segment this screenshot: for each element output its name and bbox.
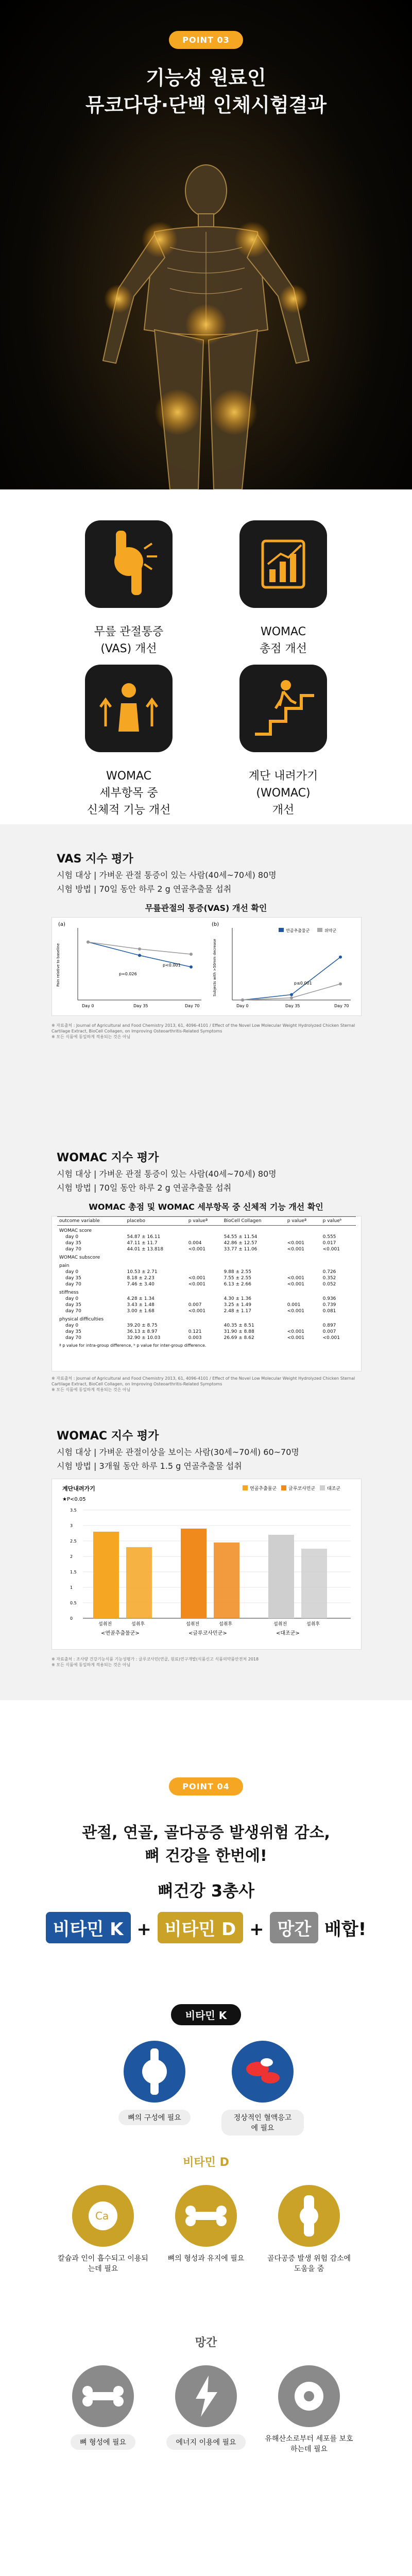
data-point [339,956,342,959]
cell-bio: 3.25 ± 1.49 [224,1302,251,1308]
col-pvalue2: p valueª [285,1217,321,1226]
group-label: <글루코사민군> [188,1631,227,1636]
cell-placebo: 44.01 ± 13.818 [127,1247,164,1252]
cell-day: day 70 [65,1282,81,1287]
cell-placebo: 7.46 ± 3.40 [127,1282,154,1287]
cell-p2: <0.001 [287,1282,305,1287]
cell-day: day 35 [65,1241,81,1246]
cell-day: day 0 [65,1269,79,1275]
x-tick-label: 섭취전 [273,1622,287,1627]
cell-p1: 0.007 [188,1302,202,1308]
mn-item-2: 유해산소로부터 세포를 보호하는데 필요 [265,2435,353,2453]
vitd-item-0: 칼슘과 인이 흡수되고 이용되는데 필요 [58,2255,148,2273]
data-point [241,998,244,1002]
headline: 관절, 연골, 골다공증 발생위험 감소, 뼈 건강을 한번에! [82,1824,330,1865]
feature-label: 신체적 기능 개선 [87,804,171,817]
legend-1: 글루코사민군 [288,1486,316,1492]
study-details: 시험 대상 | 가벼운 관절이상을 보이는 사람(30세~70세) 60~70명 시험 방법 | 3개월 동안 하루 1.5 g 연골추출물 섭취 [57,1447,299,1471]
table-group-row [57,1314,356,1323]
cell-p1: 0.121 [188,1329,202,1334]
vas-chart [52,918,361,1015]
cell-p3: 0.052 [322,1282,336,1287]
feature-label: WOMAC [106,770,152,783]
source-note: ※ 자료출처 : Journal of Agricultural and Food Chemistry 2013, 61, 4096-4101 / Effect of the Novel Low Molecular Weight Hydrolyzed Chicken Sternal Cartilage Extract, BioCell Collagen, on Improving Osteoarthritis-Related Symptoms ※ 모든 식품에 동일하게 적용되는 것은 아님 [52,1023,355,1040]
feature-label: 계단 내려가기 [248,770,318,783]
feature-label: (WOMAC) [256,787,311,800]
cell-p3: 0.081 [322,1309,336,1314]
table-row [57,1269,356,1275]
cell-p2: <0.001 [287,1276,305,1281]
womac-bar-study [0,1406,412,1700]
table-footnote: ª p value for intra-group difference, ᵇ p value for inter-group difference. [59,1343,207,1348]
x-tick-label: 섭취후 [306,1622,320,1627]
lightning-icon [175,2365,237,2427]
col-placebo: placebo [125,1217,186,1226]
y-tick-label: 3.5 [70,1508,77,1513]
vitk-item-0: 뼈의 구성에 필요 [118,2110,191,2125]
col-measure: outcome variable [57,1217,125,1226]
panel-b-label: (b) [212,922,219,927]
feature-label: 세부항목 중 [99,787,158,800]
cell-p2 [285,1269,321,1275]
svg-text:Ca: Ca [95,2210,109,2222]
data-point [138,947,141,951]
p-value-a2: p<0.001 [163,963,181,968]
person-arrows-icon [85,665,173,752]
cell-placebo: 10.53 ± 2.71 [127,1269,158,1275]
vitamin-k-block [0,2004,412,2144]
source-note: ※ 자료출처 : Journal of Agricultural and Food Chemistry 2013, 61, 4096-4101 / Effect of the Novel Low Molecular Weight Hydrolyzed Chicken Sternal Cartilage Extract, BioCell Collagen, on Improving Osteoarthritis-Related Symptoms ※ 모든 식품에 동일하게 적용되는 것은 아님 [52,1376,355,1393]
legend-test: 연골추출물군 [286,928,310,933]
x-tick-label: 섭취후 [219,1622,233,1627]
data-point [190,965,193,969]
table-row [57,1335,356,1341]
feature-womac-total [206,520,360,657]
manganese-label: 망간 [195,2336,217,2349]
feature-grid [0,489,412,824]
womac-table [57,1216,356,1341]
cell-p3: 0.726 [322,1269,336,1275]
x-tick-label: 섭취전 [186,1622,200,1627]
calcium-icon [72,2185,134,2247]
table-row [57,1308,356,1314]
group-label: <연골추출물군> [101,1631,140,1636]
cell-day: day 35 [65,1329,81,1334]
cell-p3: 0.352 [322,1276,336,1281]
cell-placebo: 8.18 ± 2.23 [127,1276,154,1281]
feature-label: (VAS) 개선 [100,642,157,655]
y-tick-label: 0.5 [70,1601,77,1605]
point04-section [0,1757,412,2576]
x-tick-label: 섭취후 [131,1622,145,1627]
vas-study [0,824,412,1139]
cell-p2 [285,1296,321,1302]
badge-manganese: 망간 [270,1912,318,1943]
ingredient-badges [0,1912,412,1943]
cell-bio: 2.48 ± 1.17 [224,1309,251,1314]
data-point [339,982,342,986]
y-tick-label: 3 [70,1523,73,1528]
cell-p1: <0.001 [188,1309,206,1314]
p-value-b: p≤0.001 [294,981,312,986]
table-row [57,1246,356,1252]
cell-bio: 42.86 ± 12.57 [224,1241,258,1246]
study-details: 시험 대상 | 가벼운 관절 통증이 있는 사람(40세~70세) 80명 시험 방법 | 70일 동안 하루 2 g 연골추출물 섭취 [57,870,277,894]
cell-p3: 0.936 [322,1296,336,1301]
vitd-item-2: 골다공증 발생 위험 감소에 도움을 줌 [267,2255,351,2273]
x-tick-label: Day 0 [236,1004,249,1008]
group-name: pain [59,1263,70,1268]
cell-p3: 0.007 [322,1329,336,1334]
suffix: 배합! [324,1919,367,1940]
cell-day: day 70 [65,1335,81,1341]
mn-item-1: 에너지 이용에 필요 [166,2434,245,2450]
cell-p1: <0.001 [188,1247,206,1252]
feature-physical [52,665,206,819]
cell-placebo: 39.20 ± 8.75 [127,1323,158,1328]
cell-placebo: 3.43 ± 1.48 [127,1302,154,1308]
mn-item-0: 뼈 형성에 필요 [71,2434,135,2450]
cell-p1 [186,1269,222,1275]
stairs-chart-card [52,1479,362,1650]
cell-bio: 31.90 ± 8.88 [224,1329,254,1334]
stairs-bar-chart [52,1479,361,1649]
cell-p2: <0.001 [287,1309,305,1314]
pvalue-label: ★P<0.05 [62,1497,86,1502]
blood-cell-icon [232,2041,294,2103]
table-group-row [57,1226,356,1234]
plus: + [136,1919,151,1940]
legend-swatch-2 [320,1485,325,1490]
cell-p3: <0.001 [322,1247,340,1252]
cell-bio: 26.69 ± 8.62 [224,1335,254,1341]
cell-p2: <0.001 [287,1329,305,1334]
bar [181,1529,207,1618]
womac-table-card [52,1216,362,1371]
point-badge: POINT 04 [169,1777,243,1795]
x-tick-label: Day 35 [133,1004,148,1008]
cell-p3: 0.739 [322,1302,336,1308]
cell-day: day 0 [65,1296,79,1301]
feature-label: 개선 [272,804,295,817]
table-group-row [57,1287,356,1296]
cell-day: day 35 [65,1302,81,1308]
cell-placebo: 47.11 ± 11.7 [127,1241,158,1246]
feature-knee [52,520,206,657]
cell-day: day 0 [65,1234,79,1240]
vitd-item-1: 뼈의 형성과 유지에 필요 [167,2255,245,2263]
feature-label: WOMAC [260,625,306,638]
x-tick-label: Day 70 [334,1004,349,1008]
bar [301,1549,327,1618]
panel-a-label: (a) [58,922,65,927]
group-name: WOMAC subscore [59,1255,100,1260]
cell-p1: <0.001 [188,1282,206,1287]
cell-bio: 4.30 ± 1.36 [224,1296,251,1301]
y-tick-label: 1.5 [70,1570,77,1574]
vitamin-k-label: 비타민 K [171,2004,241,2025]
spacer [0,1700,412,1757]
table-title: WOMAC 총점 및 WOMAC 세부항목 중 신체적 기능 개선 확인 [89,1202,323,1212]
table-row [57,1302,356,1308]
legend-swatch-placebo [317,928,322,932]
legend-swatch-1 [281,1485,286,1490]
cell-bio: 7.55 ± 2.55 [224,1276,251,1281]
cell-p2: 0.001 [287,1302,301,1308]
cell-p1 [186,1323,222,1329]
plus: + [249,1919,264,1940]
study-details: 시험 대상 | 가벼운 관절 통증이 있는 사람(40세~70세) 80명 시험 방법 | 70일 동안 하루 2 g 연골추출물 섭취 [57,1169,277,1193]
bar [268,1535,294,1618]
data-point [190,953,193,956]
bone-joint-icon [124,2041,185,2103]
cell-p1: <0.001 [188,1276,206,1281]
cell-p2: <0.001 [287,1247,305,1252]
legend-2: 대조군 [327,1486,341,1492]
x-tick-label: Day 70 [185,1004,200,1008]
cell-p3: 0.555 [322,1234,336,1240]
cell-p2: <0.001 [287,1335,305,1341]
study-heading: WOMAC 지수 평가 [57,1151,159,1164]
badge-vitamin-d: 비타민 D [158,1912,244,1943]
cell-p3: 0.897 [322,1323,336,1328]
feature-stairs [206,665,360,819]
bar [93,1532,119,1618]
chart-title: 계단내려가기 [62,1485,95,1492]
legend-swatch-0 [243,1485,248,1490]
badge-vitamin-k: 비타민 K [46,1912,131,1943]
cell-placebo: 36.13 ± 8.97 [127,1329,158,1334]
bone-icon [175,2185,237,2247]
subhead: 뼈건강 3총사 [158,1881,254,1901]
group-label: <대조군> [276,1631,300,1636]
study-heading: WOMAC 지수 평가 [57,1430,159,1443]
ylabel-b: Subjects with >50mm decrease [213,939,217,996]
section-title: 기능성 원료인 뮤코다당·단백 인체시험결과 [85,66,327,117]
table-row [57,1323,356,1329]
group-name: WOMAC score [59,1228,92,1233]
cell-day: day 35 [65,1276,81,1281]
stairs-icon [239,665,327,752]
x-tick-label: Day 0 [82,1004,94,1008]
study-heading: VAS 지수 평가 [57,853,133,866]
cell-placebo: 32.90 ± 10.03 [127,1335,161,1341]
vitk-item-1: 정상적인 혈액응고에 필요 [221,2110,304,2136]
table-row [57,1329,356,1335]
y-tick-label: 0 [70,1616,73,1621]
table-row [57,1234,356,1240]
cell-bio: 6.13 ± 2.66 [224,1282,251,1287]
cell-p3: 0.017 [322,1241,336,1246]
cell-p1: 0.003 [188,1335,202,1341]
cell-p1 [186,1296,222,1302]
legend-0: 연골추출물군 [250,1486,277,1492]
cell-p1: 0.004 [188,1241,202,1246]
source-note: ※ 자료출처 : 조사량 건강기능식품 기능성평가 : 글루코사민(연골, 원료)연구개발(식품신고 식품의약품안전처 2018 ※ 모든 식품에 동일하게 적용되는 것은 아님 [52,1657,259,1668]
legend-swatch-test [279,928,284,932]
col-pvalue1: p valueª [186,1217,222,1226]
vas-chart-card [52,917,362,1016]
data-point [290,996,293,999]
table-row [57,1296,356,1302]
cell-p3: <0.001 [322,1335,340,1341]
cell-p2: <0.001 [287,1241,305,1246]
table-row [57,1275,356,1281]
x-tick-label: Day 35 [285,1004,300,1008]
data-point [138,954,141,957]
cell-bio: 9.88 ± 2.55 [224,1269,251,1275]
bone-icon [72,2365,134,2427]
womac-table-study [0,1139,412,1406]
feature-label: 총점 개선 [259,642,307,655]
group-name: stiffness [59,1290,79,1295]
col-biocell: BioCell Collagen [222,1217,285,1226]
cell-p2 [285,1323,321,1329]
y-tick-label: 2.5 [70,1539,77,1544]
table-group-row [57,1252,356,1261]
x-tick-label: 섭취전 [98,1622,112,1627]
point-badge: POINT 03 [169,31,243,49]
col-pvalue3: p valueᵇ [321,1217,356,1226]
chart-title: 무릎관절의 통증(VAS) 개선 확인 [145,903,267,913]
group-name: physical difficulties [59,1317,104,1322]
cell-day: day 70 [65,1309,81,1314]
ylabel-a: Pain relative to baseline [56,943,60,987]
y-tick-label: 1 [70,1585,73,1590]
cell-bio: 33.77 ± 11.06 [224,1247,258,1252]
p-value-a1: p=0.026 [119,972,137,976]
table-row [57,1240,356,1246]
cell-placebo: 4.28 ± 1.34 [127,1296,154,1301]
feature-label: 무릎 관절통증 [94,625,164,638]
cell-shield-icon [278,2365,340,2427]
data-point [87,941,90,944]
manganese-block [0,2334,412,2499]
cell-p1 [186,1234,222,1240]
legend-placebo: 위약군 [324,928,337,933]
cell-bio: 40.35 ± 8.51 [224,1323,254,1328]
joint-icon [278,2185,340,2247]
cell-bio: 54.55 ± 11.54 [224,1234,258,1240]
y-tick-label: 2 [70,1554,73,1559]
cell-placebo: 54.87 ± 16.11 [127,1234,161,1240]
bar [214,1543,239,1618]
table-group-row [57,1261,356,1269]
vitamin-d-block [0,2154,412,2319]
chart-icon [239,520,327,608]
point03-hero [0,0,412,489]
table-row [57,1281,356,1287]
vitamin-d-label: 비타민 D [183,2156,229,2169]
data-point [290,993,293,996]
cell-p2 [285,1234,321,1240]
bar [126,1547,152,1618]
knee-icon [85,520,173,608]
cell-placebo: 3.00 ± 1.68 [127,1309,154,1314]
cell-day: day 0 [65,1323,79,1328]
cell-day: day 70 [65,1247,81,1252]
